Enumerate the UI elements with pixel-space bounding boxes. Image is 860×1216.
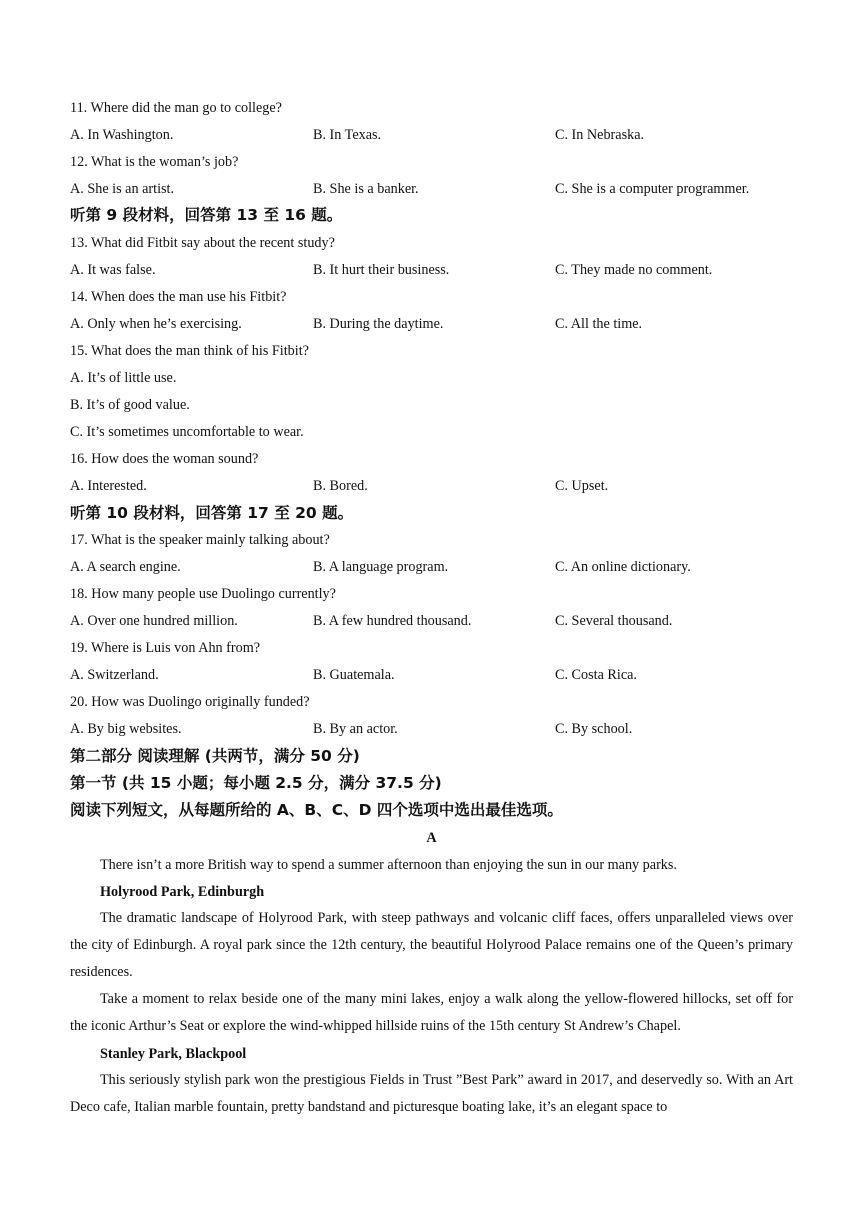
question-11: 11. Where did the man go to college? [70, 100, 282, 116]
q20-option-c: C. By school. [555, 721, 633, 737]
section-1-heading: 第一节 (共 15 小题；每小题 2.5 分，满分 37.5 分) [70, 774, 442, 792]
park-1-paragraph-1: The dramatic landscape of Holyrood Park, with steep pathways and volcanic cliff faces, offers unparalleled views over the city of Edinburgh. A royal park since the 12th century, the beautiful Holyrood Palace remains one of the Queen’s primary residences. [70, 910, 793, 980]
q17-option-b: B. A language program. [313, 559, 449, 575]
q13-option-c: C. They made no comment. [555, 262, 713, 278]
park-2-paragraph-1: This seriously stylish park won the prestigious Fields in Trust ”Best Park” award in 2017, and deservedly so. With an Art Deco cafe, Italian marble fountain, pretty bandstand and picturesque boating lake, it’s an elegant space to [70, 1072, 793, 1115]
q18-option-c: C. Several thousand. [555, 613, 673, 629]
q13-option-b: B. It hurt their business. [313, 262, 450, 278]
q17-option-c: C. An online dictionary. [555, 559, 691, 575]
passage-letter: A [426, 830, 437, 846]
q15-option-b: B. It’s of good value. [70, 397, 190, 413]
q17-option-a: A. A search engine. [70, 559, 181, 575]
q19-option-c: C. Costa Rica. [555, 667, 637, 683]
q12-option-a: A. She is an artist. [70, 181, 175, 197]
q20-option-b: B. By an actor. [313, 721, 398, 737]
q14-option-c: C. All the time. [555, 316, 643, 332]
q14-option-a: A. Only when he’s exercising. [70, 316, 242, 332]
question-19: 19. Where is Luis von Ahn from? [70, 640, 261, 656]
q19-option-a: A. Switzerland. [70, 667, 159, 683]
question-16: 16. How does the woman sound? [70, 451, 259, 467]
passage-intro: There isn’t a more British way to spend a summer afternoon than enjoying the sun in our many parks. [100, 857, 677, 873]
park-1-title: Holyrood Park, Edinburgh [100, 884, 265, 900]
q16-option-a: A. Interested. [70, 478, 147, 494]
question-12: 12. What is the woman’s job? [70, 154, 239, 170]
q20-option-a: A. By big websites. [70, 721, 182, 737]
question-15: 15. What does the man think of his Fitbit? [70, 343, 309, 359]
q11-option-c: C. In Nebraska. [555, 127, 645, 143]
q11-option-a: A. In Washington. [70, 127, 174, 143]
question-20: 20. How was Duolingo originally funded? [70, 694, 310, 710]
q18-option-b: B. A few hundred thousand. [313, 613, 472, 629]
q14-option-b: B. During the daytime. [313, 316, 444, 332]
q13-option-a: A. It was false. [70, 262, 156, 278]
instruction-heading: 阅读下列短文，从每题所给的 A、B、C、D 四个选项中选出最佳选项。 [70, 801, 563, 819]
question-17: 17. What is the speaker mainly talking about? [70, 532, 330, 548]
q16-option-b: B. Bored. [313, 478, 368, 494]
part-2-heading: 第二部分 阅读理解 (共两节，满分 50 分) [70, 747, 360, 765]
section-10-heading: 听第 10 段材料，回答第 17 至 20 题。 [70, 504, 354, 522]
question-13: 13. What did Fitbit say about the recent study? [70, 235, 335, 251]
q19-option-b: B. Guatemala. [313, 667, 395, 683]
q16-option-c: C. Upset. [555, 478, 609, 494]
park-1-paragraph-2: Take a moment to relax beside one of the many mini lakes, enjoy a walk along the yellow-flowered hillocks, set off for the iconic Arthur’s Seat or explore the wind-whipped hillside ruins of the 15th century St Andrew’s Chapel. [70, 991, 793, 1034]
q12-option-b: B. She is a banker. [313, 181, 419, 197]
question-14: 14. When does the man use his Fitbit? [70, 289, 287, 305]
q11-option-b: B. In Texas. [313, 127, 382, 143]
q15-option-a: A. It’s of little use. [70, 370, 177, 386]
q15-option-c: C. It’s sometimes uncomfortable to wear. [70, 424, 304, 440]
q18-option-a: A. Over one hundred million. [70, 613, 238, 629]
question-18: 18. How many people use Duolingo currently? [70, 586, 336, 602]
section-9-heading: 听第 9 段材料，回答第 13 至 16 题。 [70, 206, 343, 224]
park-2-title: Stanley Park, Blackpool [100, 1046, 247, 1062]
q12-option-c: C. She is a computer programmer. [555, 181, 750, 197]
